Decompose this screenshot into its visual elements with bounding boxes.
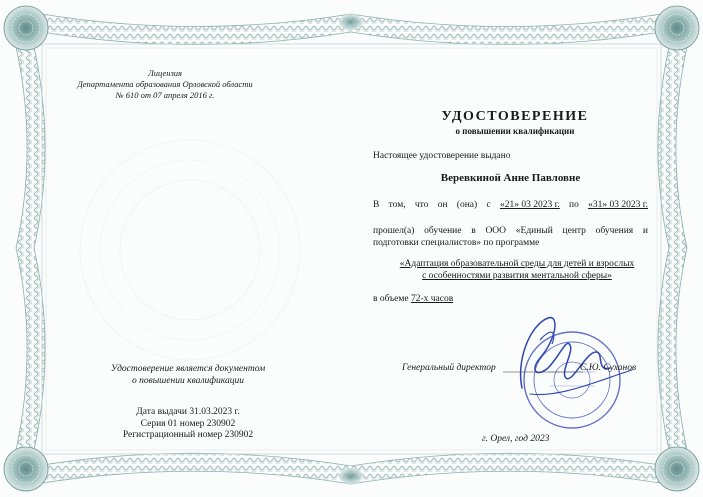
license-authority: Департамента образования Орловской области [77, 79, 253, 89]
ornament-mid-bottom [339, 468, 363, 484]
note-line: о повышении квалификации [131, 376, 244, 386]
ornament-mid-top [339, 14, 363, 30]
recipient-name: Веревкиной Анне Павловне [440, 172, 581, 184]
license-number: № 610 от 07 апреля 2016 г. [115, 90, 215, 100]
period-start-date: «21» 03 2023 г. [499, 200, 560, 210]
document-subtitle: о повышении квалификации [455, 126, 575, 136]
training-volume [373, 294, 453, 304]
period-word: том, [388, 200, 406, 210]
document-note [82, 363, 294, 387]
period-word: по [569, 200, 579, 210]
frame-band-left [12, 30, 45, 467]
director-name: С.Ю. Суханов [580, 363, 637, 373]
rosette-bottom-left [4, 447, 48, 491]
document-title: УДОСТОВЕРЕНИЕ [441, 109, 589, 124]
training-period [373, 200, 648, 210]
issue-date: Дата выдачи 31.03.2023 г. [136, 407, 240, 417]
program-line: с особенностями развития ментальной сферы» [422, 271, 612, 281]
issue-info [82, 407, 294, 442]
training-line: подготовки специалистов» по программе [373, 238, 540, 248]
training-description [373, 225, 648, 249]
rosette-top-left [4, 6, 48, 50]
director-position: Генеральный директор [402, 363, 496, 373]
volume-hours: 72-х часов [410, 294, 454, 304]
period-word: В [373, 200, 380, 210]
note-line: Удостоверение является документом [110, 364, 266, 374]
series-number: Серия 01 номер 230902 [140, 418, 236, 429]
volume-prefix: в объеме [373, 294, 409, 304]
signature-mark [521, 318, 632, 395]
program-line: «Адаптация образовательной среды для детей и взрослых [399, 259, 635, 269]
background-guilloche [80, 140, 300, 360]
city-year: г. Орел, год 2023 [482, 434, 550, 444]
period-end-date: «31» 03 2023 г. [588, 200, 648, 210]
period-word: он [437, 200, 448, 210]
frame-band-right [658, 30, 691, 467]
seal-stamp [524, 332, 620, 428]
training-line: прошел(а) обучение в ООО «Единый центр обучения и [373, 226, 648, 236]
issued-to-text: Настоящее удостоверение выдано [373, 151, 511, 161]
program-name [386, 258, 648, 282]
period-word: (она) [456, 200, 478, 210]
period-word: что [414, 200, 429, 210]
registration-number: Регистрационный номер 230902 [122, 430, 254, 440]
rosette-bottom-right [655, 447, 699, 491]
period-word: с [486, 200, 491, 210]
rosette-top-right [655, 6, 699, 50]
license-block [60, 68, 270, 101]
license-title: Лицензия [148, 68, 182, 78]
